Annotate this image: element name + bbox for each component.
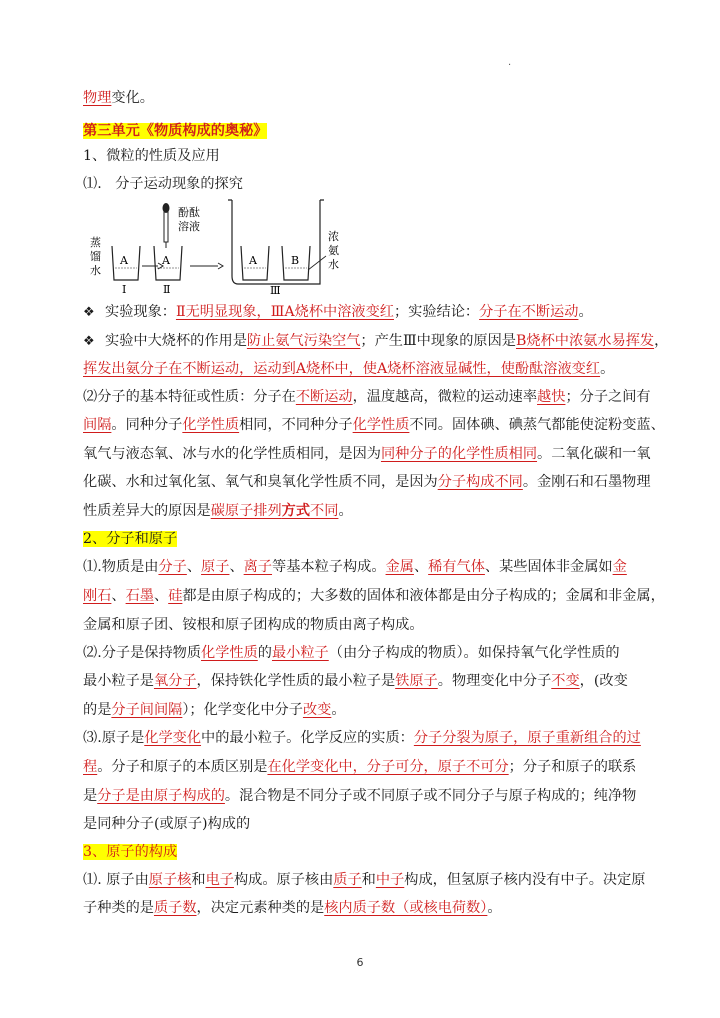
s3-para1-line-2: 子种类的是质子数，决定元素种类的是核内质子数（或核电荷数）。 (83, 900, 502, 916)
diamond-bullet-icon: ❖ (83, 334, 95, 349)
molecule-motion-diagram (86, 194, 351, 296)
section-1-title: 1、微粒的性质及应用 (83, 148, 220, 164)
header-dot: . (508, 57, 512, 68)
beaker-i (112, 246, 140, 280)
label-ammonia-2: 氨 (328, 244, 339, 257)
s2-para2-line-3: 的是分子间间隔）；化学变化中分子改变。 (83, 702, 346, 718)
section-1-sub-1: ⑴. 分子运动现象的探究 (83, 176, 243, 192)
beaker-ii-label: A (162, 254, 170, 267)
roman-i: Ⅰ (122, 283, 127, 296)
section-2-title: 2、分子和原子 (83, 531, 178, 547)
s2-para1-line-3: 金属和原子团、铵根和原子团构成的物质由离子构成。 (83, 617, 424, 633)
bullet-experiment-phenomenon: ❖ 实验现象：Ⅱ无明显现象，ⅢA烧杯中溶液变红；实验结论：分子在不断运动。 (83, 298, 683, 327)
s2-para2-line-1: ⑵.分子是保持物质化学性质的最小粒子（由分子构成的物质）。如保持氧气化学性质的 (83, 645, 620, 661)
label-ammonia-3: 水 (328, 258, 339, 271)
dropper (163, 203, 170, 248)
label-phenolphthalein-1: 酚酞 (178, 206, 200, 219)
molecule-properties-line-4: 化碳、水和过氧化氢、氧气和臭氧化学性质不同，是因为分子构成不同。金刚石和石墨物理 (83, 474, 651, 490)
s3-para1-line-1: ⑴. 原子由原子核和电子构成。原子核由质子和中子构成，但氢原子核内没有中子。决定原 (83, 872, 646, 888)
molecule-properties-line-5: 性质差异大的原因是碳原子排列方式不同。 (83, 503, 353, 519)
roman-iii: Ⅲ (270, 284, 281, 296)
s2-para3-line-4: 是同种分子(或原子)构成的 (83, 816, 251, 832)
s2-para1-line-2: 刚石、石墨、硅都是由原子构成的；大多数的固体和液体都是由分子构成的；金属和非金属， (83, 588, 665, 604)
page-number: 6 (356, 956, 364, 969)
roman-ii: Ⅱ (163, 283, 171, 296)
s2-para3-line-3: 是分子是由原子构成的。混合物是不同分子或不同原子或不同分子与原子构成的；纯净物 (83, 788, 637, 804)
s2-para2-line-2: 最小粒子是氧分子，保持铁化学性质的最小粒子是铁原子。物理变化中分子不变，(改变 (83, 673, 628, 689)
beaker-i-label: A (120, 254, 128, 267)
s2-para1-line-1: ⑴.物质是由分子、原子、离子等基本粒子构成。金属、稀有气体、某些固体非金属如金 (83, 559, 627, 575)
bullet-large-beaker-role-cont: 挥发出氨分子在不断运动，运动到A烧杯中，使A烧杯溶液显碱性，使酚酞溶液变红。 (83, 361, 615, 377)
s2-para3-line-1: ⑶.原子是化学变化中的最小粒子。化学反应的实质：分子分裂为原子，原子重新组合的过 (83, 730, 641, 746)
molecule-properties-line-1: ⑵分子的基本特征或性质：分子在不断运动，温度越高，微粒的运动速率越快；分子之间有 (83, 389, 651, 405)
s2-para3-line-2: 程。分子和原子的本质区别是在化学变化中，分子可分，原子不可分；分子和原子的联系 (83, 759, 637, 775)
label-distilled-water-3: 水 (90, 264, 101, 277)
beaker-iii-a-label: A (249, 254, 257, 267)
bullet-large-beaker-role: ❖ 实验中大烧杯的作用是防止氨气污染空气；产生Ⅲ中现象的原因是B烧杯中浓氨水易挥发， (83, 327, 683, 356)
label-phenolphthalein-2: 溶液 (178, 220, 200, 233)
molecule-properties-line-3: 氧气与液态氧、冰与水的化学性质相同，是因为同种分子的化学性质相同。二氧化碳和一氧 (83, 446, 651, 462)
label-distilled-water-2: 馏 (90, 250, 101, 263)
label-ammonia-1: 浓 (328, 230, 339, 243)
section-3-title: 3、原子的构成 (83, 844, 178, 860)
beaker-iii-b-label: B (291, 254, 300, 267)
label-distilled-water-1: 蒸 (90, 236, 101, 249)
diamond-bullet-icon: ❖ (83, 305, 95, 320)
molecule-properties-line-2: 间隔。同种分子化学性质相同，不同种分子化学性质不同。固体碘、碘蒸气都能使淀粉变蓝、 (83, 417, 665, 433)
unit-title: 第三单元《物质构成的奥秘》 (83, 123, 268, 139)
line-physics-change: 物理变化。 (83, 90, 154, 106)
large-beaker (228, 200, 324, 284)
